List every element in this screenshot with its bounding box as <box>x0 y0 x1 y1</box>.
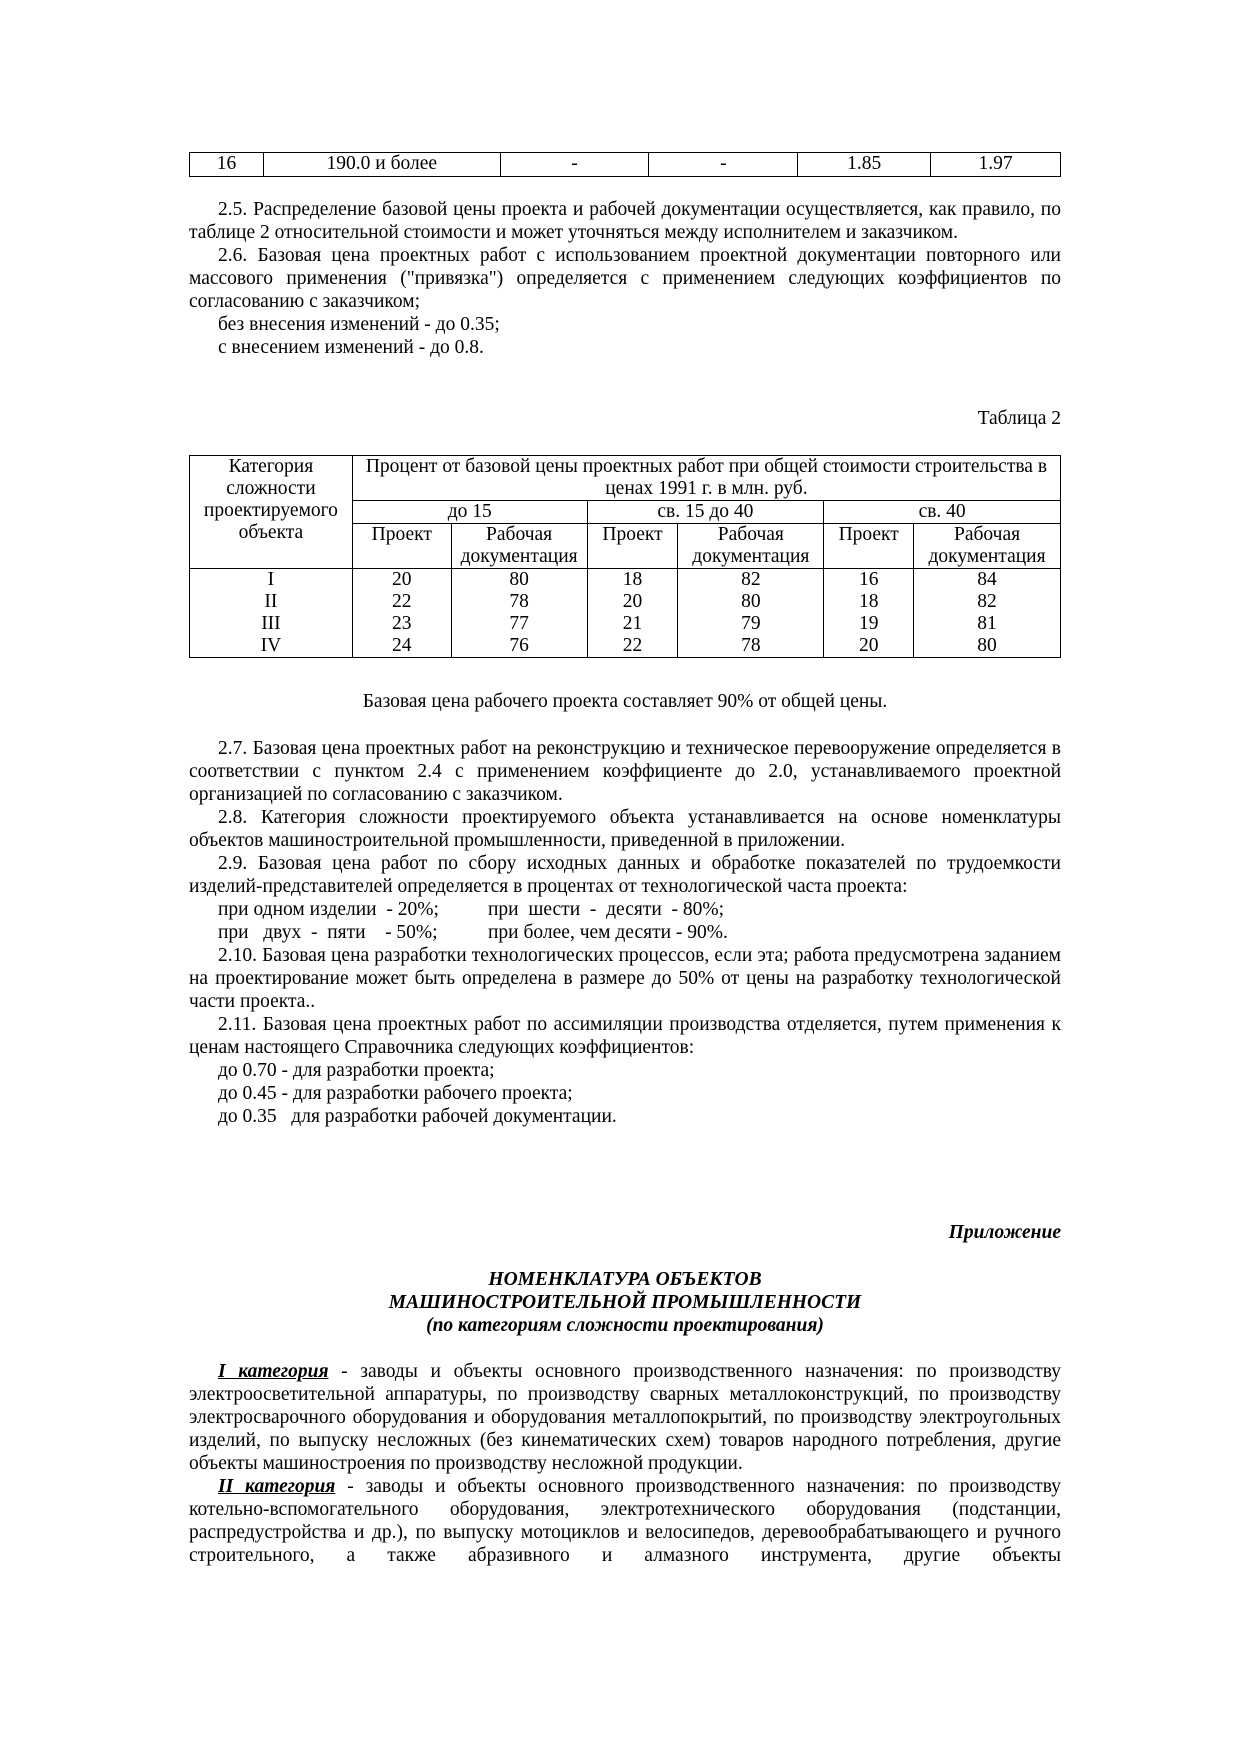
header-range: до 15 <box>352 501 587 524</box>
cell-category: IV <box>190 635 353 658</box>
cell-value: 16 <box>824 569 914 592</box>
cell-category: II <box>190 591 353 613</box>
appendix-title-line: МАШИНОСТРОИТЕЛЬНОЙ ПРОМЫШЛЕННОСТИ <box>388 1292 862 1313</box>
category-1-paragraph <box>189 1360 1061 1475</box>
table-row <box>190 613 1061 635</box>
percent-line <box>189 921 1061 944</box>
cell-value: 77 <box>451 613 587 635</box>
cell-value: 18 <box>824 591 914 613</box>
percent-item: при двух - пяти - 50%; <box>218 922 438 943</box>
cell-value: 23 <box>352 613 451 635</box>
header-range: св. 15 до 40 <box>587 501 824 524</box>
coefficient-line: до 0.70 - для разработки проекта; <box>218 1060 495 1081</box>
appendix-categories <box>189 1360 1061 1567</box>
cell-value: 80 <box>451 569 587 592</box>
appendix-title-line: НОМЕНКЛАТУРА ОБЪЕКТОВ <box>488 1269 762 1290</box>
paragraph-2-6: 2.6. Базовая цена проектных работ с использованием проектной документации повторного или массового применения ("привязка") определяется с применением следующих коэффициентов по согласованию с заказчиком; <box>189 245 1061 312</box>
percent-line <box>189 898 1061 921</box>
cell-category: I <box>190 569 353 592</box>
cell-value: 20 <box>587 591 678 613</box>
cell-cost: 190.0 и более <box>263 153 500 177</box>
cell-value: 19 <box>824 613 914 635</box>
cell-value: 78 <box>678 635 824 658</box>
section-2-5-2-6 <box>189 198 1061 359</box>
paragraph-2-10: 2.10. Базовая цена разработки технологических процессов, если эта; работа предусмотрена заданием на проектирование может быть определена в размере до 50% от цены на разработку технологической части проекта.. <box>189 945 1061 1012</box>
appendix-subtitle: (по категориям сложности проектирования) <box>426 1315 824 1336</box>
cell-value: 79 <box>678 613 824 635</box>
table-2-label: Таблица 2 <box>977 408 1061 429</box>
coefficient-line: до 0.35 для разработки рабочей документации. <box>218 1106 617 1127</box>
cell-value: 78 <box>451 591 587 613</box>
cell-value: - <box>649 153 798 177</box>
header-project: Проект <box>352 524 451 569</box>
table-row <box>190 569 1061 592</box>
table-row <box>190 591 1061 613</box>
cell-value: 80 <box>678 591 824 613</box>
category-2-label: II категория <box>218 1476 336 1497</box>
table-row <box>190 153 1061 177</box>
table-2 <box>189 455 1061 658</box>
cell-number: 16 <box>190 153 264 177</box>
cell-value: 20 <box>352 569 451 592</box>
paragraph-2-9: 2.9. Базовая цена работ по сбору исходных данных и обработке показателей по трудоемкости изделий-представителей определяется в процентах от технологической часта проекта: <box>189 853 1061 897</box>
table-1-last-row <box>189 152 1061 177</box>
cell-value: 22 <box>587 635 678 658</box>
cell-value: 18 <box>587 569 678 592</box>
table-note: Базовая цена рабочего проекта составляет 90% от общей цены. <box>362 691 888 712</box>
header-docs: Рабочая документация <box>914 524 1061 569</box>
paragraph-2-11: 2.11. Базовая цена проектных работ по ассимиляции производства отделяется, путем применения к ценам настоящего Справочника следующих коэффициентов: <box>189 1014 1061 1058</box>
header-project: Проект <box>824 524 914 569</box>
header-project: Проект <box>587 524 678 569</box>
coefficient-line: с внесением изменений - до 0.8. <box>218 337 484 358</box>
cell-value: - <box>500 153 649 177</box>
cell-value: 24 <box>352 635 451 658</box>
coefficient-line: без внесения изменений - до 0.35; <box>218 314 500 335</box>
category-2-paragraph <box>189 1475 1061 1567</box>
coefficient-line: до 0.45 - для разработки рабочего проекта; <box>218 1083 573 1104</box>
header-percent: Процент от базовой цены проектных работ при общей стоимости строительства в ценах 1991 г. в млн. руб. <box>352 456 1060 501</box>
table-header-row <box>190 456 1061 501</box>
percent-item: при шести - десяти - 80%; <box>488 899 725 920</box>
percent-item: при одном изделии - 20%; <box>218 899 439 920</box>
cell-value: 21 <box>587 613 678 635</box>
cell-value: 22 <box>352 591 451 613</box>
cell-value: 76 <box>451 635 587 658</box>
header-docs: Рабочая документация <box>678 524 824 569</box>
cell-category: III <box>190 613 353 635</box>
section-2-7-2-11 <box>189 737 1061 1128</box>
category-2-text: - заводы и объекты основного производственного назначения: по производству котельно-вспомогательного оборудования, электротехнического оборудования (подстанции, распредустройства и др.), по выпуску мотоциклов и велосипедов, деревообрабатывающего и ручного строительного, а также абразивного и алмазного инструмента, другие объекты <box>189 1476 1061 1566</box>
category-1-text: - заводы и объекты основного производственного назначения: по производству электроосветительной аппаратуры, по производству сварных металлоконструкций, по производству электросварочного оборудования и оборудования металлопокрытий, по производству электроугольных изделий, по выпуску несложных (без кинематических схем) товаров народного потребления, другие объекты машиностроения по производству несложной продукции. <box>189 1361 1061 1474</box>
cell-value: 82 <box>678 569 824 592</box>
header-docs: Рабочая документация <box>451 524 587 569</box>
header-range: св. 40 <box>824 501 1061 524</box>
paragraph-2-8: 2.8. Категория сложности проектируемого объекта устанавливается на основе номенклатуры объектов машиностроительной промышленности, приведенной в приложении. <box>189 807 1061 851</box>
paragraph-2-5: 2.5. Распределение базовой цены проекта и рабочей документации осуществляется, как правило, по таблице 2 относительной стоимости и может уточняться между исполнителем и заказчиком. <box>189 199 1061 243</box>
category-1-label: I категория <box>218 1361 329 1382</box>
percent-item: при более, чем десяти - 90%. <box>488 922 728 943</box>
header-category: Категория сложности проектируемого объекта <box>190 456 353 569</box>
appendix-title <box>189 1268 1061 1337</box>
cell-value: 80 <box>914 635 1061 658</box>
cell-value: 1.97 <box>931 153 1061 177</box>
paragraph-2-7: 2.7. Базовая цена проектных работ на реконструкцию и техническое перевооружение определяется в соответствии с пунктом 2.4 с применением коэффициенте до 2.0, устанавливаемого проектной организацией по согласованию с заказчиком. <box>189 738 1061 805</box>
cell-value: 84 <box>914 569 1061 592</box>
cell-value: 82 <box>914 591 1061 613</box>
table-row <box>190 635 1061 658</box>
cell-value: 81 <box>914 613 1061 635</box>
cell-value: 20 <box>824 635 914 658</box>
cell-value: 1.85 <box>798 153 931 177</box>
appendix-label: Приложение <box>948 1222 1061 1243</box>
